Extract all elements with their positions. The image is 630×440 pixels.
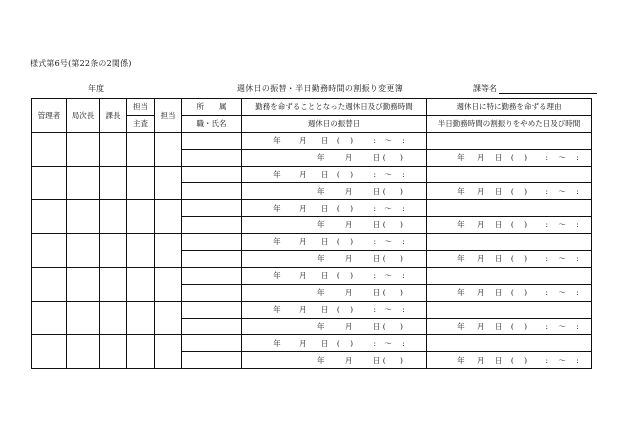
in-charge-stamp-cell[interactable]	[155, 166, 182, 200]
dt-paren-open: (	[336, 203, 340, 213]
dt-colon: :	[373, 169, 377, 179]
hd-year: 年	[457, 355, 465, 365]
manager-stamp-cell[interactable]	[32, 200, 67, 234]
dt-day: 日	[320, 135, 329, 145]
sd-paren-open: (	[382, 220, 386, 230]
col-header-reason: 週休日に特に勤務を命ずる理由	[427, 99, 592, 116]
hd-month: 月	[477, 186, 485, 196]
work-day-time-cell[interactable]	[242, 301, 427, 318]
dt-paren-close: )	[350, 135, 354, 145]
sd-paren-close: )	[400, 152, 403, 162]
position-name-cell[interactable]	[182, 217, 242, 234]
hd-colon-2: :	[576, 220, 579, 230]
dt-year: 年	[273, 203, 281, 213]
bureau-chief-stamp-cell[interactable]	[67, 132, 100, 166]
sd-day: 日	[372, 355, 381, 365]
reason-cell[interactable]	[427, 200, 592, 217]
bureau-chief-stamp-cell[interactable]	[67, 301, 100, 335]
bureau-chief-stamp-cell[interactable]	[67, 234, 100, 268]
hd-paren-close: )	[524, 152, 528, 162]
hd-paren-open: (	[510, 220, 514, 230]
dt-day: 日	[320, 237, 329, 247]
sd-month: 月	[344, 254, 353, 264]
hd-colon-2: :	[576, 254, 579, 264]
dt-paren-open: (	[336, 135, 340, 145]
dt-colon-2: :	[402, 271, 405, 281]
sd-paren-open: (	[382, 254, 386, 264]
entry-row-top	[32, 335, 592, 352]
dt-tilde: ～	[384, 271, 392, 281]
col-header-in-charge: 担当	[155, 99, 182, 133]
header-row-1	[32, 99, 592, 116]
dt-paren-close: )	[350, 338, 354, 348]
sd-year: 年	[317, 186, 325, 196]
sd-month: 月	[344, 355, 353, 365]
hd-paren-open: (	[510, 152, 514, 162]
in-charge-chief-stamp-cell[interactable]	[127, 234, 155, 268]
dt-month: 月	[299, 271, 307, 281]
affiliation-cell[interactable]	[182, 267, 242, 284]
sd-paren-open: (	[382, 152, 386, 162]
position-name-cell[interactable]	[182, 251, 242, 268]
col-header-manager: 管理者	[32, 99, 67, 133]
position-name-cell[interactable]	[182, 352, 242, 369]
dt-colon: :	[373, 237, 377, 247]
dt-colon: :	[373, 135, 377, 145]
in-charge-stamp-cell[interactable]	[155, 234, 182, 268]
reason-cell[interactable]	[427, 234, 592, 251]
in-charge-chief-stamp-cell[interactable]	[127, 301, 155, 335]
hd-day: 日	[494, 287, 503, 297]
hd-day: 日	[494, 220, 503, 230]
hd-paren-close: )	[524, 186, 528, 196]
hd-month: 月	[477, 152, 485, 162]
dt-paren-close: )	[350, 203, 354, 213]
dt-paren-close: )	[350, 304, 354, 314]
dt-tilde: ～	[384, 304, 392, 314]
section-name-blank-line[interactable]	[499, 84, 597, 94]
in-charge-stamp-cell[interactable]	[155, 132, 182, 166]
hd-tilde: ～	[558, 287, 566, 297]
hd-day: 日	[494, 186, 503, 196]
hd-year: 年	[457, 287, 465, 297]
dt-colon-2: :	[402, 135, 405, 145]
in-charge-chief-stamp-cell[interactable]	[127, 267, 155, 301]
dt-month: 月	[299, 237, 307, 247]
reason-cell[interactable]	[427, 166, 592, 183]
sd-paren-close: )	[400, 355, 403, 365]
substitute-day-cell[interactable]	[242, 251, 427, 268]
col-header-bureau-chief: 局次長	[67, 99, 100, 133]
sd-month: 月	[344, 186, 353, 196]
col-header-substitute-day: 週休日の振替日	[242, 115, 427, 132]
affiliation-cell[interactable]	[182, 335, 242, 352]
col-header-in-charge-chief-bottom: 主査	[127, 115, 155, 132]
dt-paren-close: )	[350, 271, 354, 281]
entry-row-top	[32, 132, 592, 149]
sd-paren-close: )	[400, 321, 403, 331]
hd-colon-2: :	[576, 152, 579, 162]
sd-paren-close: )	[400, 220, 403, 230]
hd-paren-close: )	[524, 321, 528, 331]
sd-paren-open: (	[382, 287, 386, 297]
manager-stamp-cell[interactable]	[32, 301, 67, 335]
hd-paren-close: )	[524, 254, 528, 264]
reason-cell[interactable]	[427, 267, 592, 284]
sd-paren-open: (	[382, 321, 386, 331]
section-name-field	[473, 83, 597, 94]
reason-cell[interactable]	[427, 132, 592, 149]
dt-colon-2: :	[402, 338, 405, 348]
section-chief-stamp-cell[interactable]	[100, 166, 127, 200]
hd-tilde: ～	[558, 152, 566, 162]
sd-day: 日	[372, 186, 381, 196]
work-day-time-cell[interactable]	[242, 166, 427, 183]
dt-day: 日	[320, 338, 329, 348]
sd-paren-close: )	[400, 287, 403, 297]
half-day-cell[interactable]	[427, 352, 592, 369]
manager-stamp-cell[interactable]	[32, 132, 67, 166]
manager-stamp-cell[interactable]	[32, 234, 67, 268]
hd-tilde: ～	[558, 220, 566, 230]
in-charge-chief-stamp-cell[interactable]	[127, 200, 155, 234]
hd-paren-open: (	[510, 355, 514, 365]
bureau-chief-stamp-cell[interactable]	[67, 166, 100, 200]
sd-day: 日	[372, 152, 381, 162]
ledger-table	[31, 98, 592, 369]
hd-tilde: ～	[558, 254, 566, 264]
hd-month: 月	[477, 254, 485, 264]
dt-colon: :	[373, 203, 377, 213]
form-number-label: 様式第6号(第22条の2関係)	[30, 59, 132, 68]
section-name-label: 課等名	[473, 84, 497, 93]
hd-paren-open: (	[510, 287, 514, 297]
position-name-cell[interactable]	[182, 318, 242, 335]
section-chief-stamp-cell[interactable]	[100, 234, 127, 268]
work-day-time-cell[interactable]	[242, 267, 427, 284]
half-day-cell[interactable]	[427, 183, 592, 200]
dt-month: 月	[299, 203, 307, 213]
hd-month: 月	[477, 355, 485, 365]
affiliation-cell[interactable]	[182, 301, 242, 318]
substitute-day-cell[interactable]	[242, 284, 427, 301]
dt-tilde: ～	[384, 169, 392, 179]
hd-day: 日	[494, 254, 503, 264]
hd-colon-2: :	[576, 186, 579, 196]
col-header-section-chief: 課長	[100, 99, 127, 133]
col-header-half-day: 半日勤務時間の割振りをやめた日及び時間	[427, 115, 592, 132]
sd-paren-open: (	[382, 355, 386, 365]
dt-paren-open: (	[336, 304, 340, 314]
bureau-chief-stamp-cell[interactable]	[67, 267, 100, 301]
dt-year: 年	[273, 271, 281, 281]
dt-colon-2: :	[402, 203, 405, 213]
dt-colon-2: :	[402, 237, 405, 247]
sd-year: 年	[317, 321, 325, 331]
entry-row-top	[32, 301, 592, 318]
dt-year: 年	[273, 135, 281, 145]
in-charge-chief-stamp-cell[interactable]	[127, 335, 155, 369]
manager-stamp-cell[interactable]	[32, 166, 67, 200]
affiliation-cell[interactable]	[182, 166, 242, 183]
in-charge-stamp-cell[interactable]	[155, 335, 182, 369]
dt-month: 月	[299, 304, 307, 314]
hd-colon: :	[545, 321, 549, 331]
affiliation-cell[interactable]	[182, 132, 242, 149]
document-title: 週休日の振替・半日勤務時間の割振り変更簿	[237, 84, 403, 93]
dt-day: 日	[320, 304, 329, 314]
manager-stamp-cell[interactable]	[32, 267, 67, 301]
section-chief-stamp-cell[interactable]	[100, 301, 127, 335]
hd-year: 年	[457, 220, 465, 230]
section-chief-stamp-cell[interactable]	[100, 267, 127, 301]
sd-paren-close: )	[400, 186, 403, 196]
manager-stamp-cell[interactable]	[32, 335, 67, 369]
affiliation-cell[interactable]	[182, 234, 242, 251]
sd-year: 年	[317, 355, 325, 365]
substitute-day-cell[interactable]	[242, 217, 427, 234]
sd-month: 月	[344, 321, 353, 331]
hd-year: 年	[457, 186, 465, 196]
half-day-cell[interactable]	[427, 284, 592, 301]
col-header-affiliation: 所 属	[182, 99, 242, 116]
in-charge-chief-stamp-cell[interactable]	[127, 166, 155, 200]
position-name-cell[interactable]	[182, 149, 242, 166]
work-day-time-cell[interactable]	[242, 132, 427, 149]
dt-year: 年	[273, 237, 281, 247]
sd-year: 年	[317, 152, 325, 162]
hd-day: 日	[494, 321, 503, 331]
sd-year: 年	[317, 287, 325, 297]
sd-day: 日	[372, 220, 381, 230]
substitute-day-cell[interactable]	[242, 318, 427, 335]
col-header-position-name: 職・氏名	[182, 115, 242, 132]
sd-day: 日	[372, 287, 381, 297]
col-header-work-day: 勤務を命ずることとなった週休日及び勤務時間	[242, 99, 427, 116]
hd-month: 月	[477, 321, 485, 331]
hd-month: 月	[477, 220, 485, 230]
in-charge-stamp-cell[interactable]	[155, 200, 182, 234]
hd-colon: :	[545, 254, 549, 264]
substitute-day-cell[interactable]	[242, 352, 427, 369]
dt-paren-close: )	[350, 169, 354, 179]
half-day-cell[interactable]	[427, 149, 592, 166]
hd-colon-2: :	[576, 355, 579, 365]
hd-year: 年	[457, 254, 465, 264]
work-day-time-cell[interactable]	[242, 335, 427, 352]
dt-day: 日	[320, 271, 329, 281]
sd-paren-open: (	[382, 186, 386, 196]
hd-day: 日	[494, 355, 503, 365]
hd-paren-close: )	[524, 355, 528, 365]
section-chief-stamp-cell[interactable]	[100, 200, 127, 234]
dt-colon: :	[373, 271, 377, 281]
half-day-cell[interactable]	[427, 251, 592, 268]
dt-tilde: ～	[384, 338, 392, 348]
hd-day: 日	[494, 152, 503, 162]
fiscal-year-label: 年度	[88, 84, 104, 93]
position-name-cell[interactable]	[182, 183, 242, 200]
hd-year: 年	[457, 152, 465, 162]
dt-year: 年	[273, 338, 281, 348]
hd-tilde: ～	[558, 355, 566, 365]
dt-month: 月	[299, 135, 307, 145]
hd-paren-close: )	[524, 220, 528, 230]
entry-row-top	[32, 234, 592, 251]
hd-tilde: ～	[558, 186, 566, 196]
dt-day: 日	[320, 203, 329, 213]
sd-day: 日	[372, 321, 381, 331]
hd-colon: :	[545, 152, 549, 162]
reason-cell[interactable]	[427, 335, 592, 352]
hd-colon: :	[545, 287, 549, 297]
hd-paren-open: (	[510, 254, 514, 264]
position-name-cell[interactable]	[182, 284, 242, 301]
dt-colon-2: :	[402, 169, 405, 179]
entry-row-top	[32, 200, 592, 217]
dt-tilde: ～	[384, 237, 392, 247]
sd-year: 年	[317, 254, 325, 264]
dt-month: 月	[299, 169, 307, 179]
hd-colon-2: :	[576, 321, 579, 331]
sd-month: 月	[344, 287, 353, 297]
hd-paren-open: (	[510, 186, 514, 196]
sd-day: 日	[372, 254, 381, 264]
section-chief-stamp-cell[interactable]	[100, 335, 127, 369]
substitute-day-cell[interactable]	[242, 183, 427, 200]
substitute-day-cell[interactable]	[242, 149, 427, 166]
dt-tilde: ～	[384, 135, 392, 145]
dt-day: 日	[320, 169, 329, 179]
dt-paren-open: (	[336, 338, 340, 348]
in-charge-stamp-cell[interactable]	[155, 301, 182, 335]
dt-paren-open: (	[336, 237, 340, 247]
hd-paren-open: (	[510, 321, 514, 331]
dt-year: 年	[273, 304, 281, 314]
hd-colon: :	[545, 186, 549, 196]
affiliation-cell[interactable]	[182, 200, 242, 217]
dt-colon: :	[373, 338, 377, 348]
hd-colon: :	[545, 220, 549, 230]
bureau-chief-stamp-cell[interactable]	[67, 335, 100, 369]
work-day-time-cell[interactable]	[242, 200, 427, 217]
hd-tilde: ～	[558, 321, 566, 331]
col-header-in-charge-chief-top: 担当	[127, 99, 155, 116]
half-day-cell[interactable]	[427, 318, 592, 335]
entry-row-top	[32, 166, 592, 183]
hd-colon: :	[545, 355, 549, 365]
hd-month: 月	[477, 287, 485, 297]
sd-year: 年	[317, 220, 325, 230]
dt-month: 月	[299, 338, 307, 348]
sd-month: 月	[344, 220, 353, 230]
hd-colon-2: :	[576, 287, 579, 297]
section-chief-stamp-cell[interactable]	[100, 132, 127, 166]
sd-month: 月	[344, 152, 353, 162]
hd-paren-close: )	[524, 287, 528, 297]
hd-year: 年	[457, 321, 465, 331]
reason-cell[interactable]	[427, 301, 592, 318]
dt-colon-2: :	[402, 304, 405, 314]
sd-paren-close: )	[400, 254, 403, 264]
dt-year: 年	[273, 169, 281, 179]
in-charge-stamp-cell[interactable]	[155, 267, 182, 301]
dt-paren-close: )	[350, 237, 354, 247]
dt-tilde: ～	[384, 203, 392, 213]
entry-row-top	[32, 267, 592, 284]
dt-colon: :	[373, 304, 377, 314]
dt-paren-open: (	[336, 169, 340, 179]
in-charge-chief-stamp-cell[interactable]	[127, 132, 155, 166]
dt-paren-open: (	[336, 271, 340, 281]
work-day-time-cell[interactable]	[242, 234, 427, 251]
bureau-chief-stamp-cell[interactable]	[67, 200, 100, 234]
half-day-cell[interactable]	[427, 217, 592, 234]
